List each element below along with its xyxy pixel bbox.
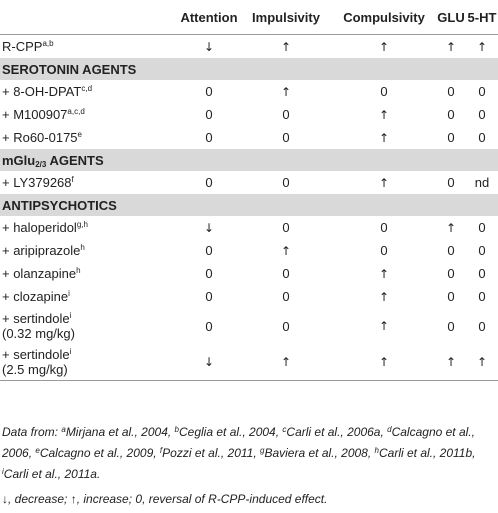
cell-glu: 0 [447,107,455,122]
cell-impulsivity: ↑ [280,39,292,54]
header-5ht: 5-HT [466,0,498,35]
cell-compulsivity: ↑ [378,39,390,54]
cell-glu: 0 [447,289,455,304]
cell-attention: 0 [205,318,213,334]
table-row [0,344,498,381]
cell-glu: 0 [447,266,455,281]
cell-attention: 0 [205,84,213,99]
table-row [0,216,498,239]
cell-glu: 0 [447,175,455,190]
row-name: + sertindole$^i$ (2.5 mg/kg) [0,344,178,381]
table-row [0,103,498,126]
footnote-references: Data from: $^a$Mirjana et al., 2004, $^b$Ceglia et al., 2004, $^c$Carli et al., 2006a, $^d$Calcagno et al., 2006, $^e$Calcagno et al., 2009, $^f$Pozzi et al., 2011, $^g$Baviera et al., 2008, $^h$Carli et al., 2011b, $^i$Carli et al., 2011a. [2,425,476,481]
cell-compulsivity: ↑ [378,130,390,145]
cell-attention: ↓ [178,344,240,381]
cell-impulsivity: ↑ [280,243,292,258]
cell-compulsivity: ↑ [378,289,390,304]
cell-impulsivity: 0 [282,266,290,281]
cell-compulsivity: 0 [380,243,388,258]
cell-attention: 0 [205,175,213,190]
row-name: R-CPP$^{a,b}$ [2,39,54,54]
cell-attention: 0 [205,243,213,258]
row-name: + $Ro60-0175^e$ [2,130,82,145]
cell-glu: ↑ [445,39,457,54]
row-name: + haloperidol$^{g,h}$ [2,220,88,235]
cell-5ht: 0 [478,266,486,281]
row-name: + olanzapine$^h$ [2,266,81,281]
section-header: ANTIPSYCHOTICS [0,194,498,216]
cell-5ht: 0 [478,107,486,122]
table-row [0,80,498,103]
cell-glu: 0 [447,243,455,258]
cell-attention: 0 [205,266,213,281]
cell-compulsivity: ↑ [332,344,436,381]
header-glu: GLU [436,0,466,35]
cell-5ht: 0 [478,243,486,258]
cell-5ht: ↑ [466,344,498,381]
cell-5ht: 0 [478,289,486,304]
cell-impulsivity: 0 [282,107,290,122]
header-attention: Attention [178,0,240,35]
row-name: + $LY379268^f$ [2,175,74,190]
cell-glu: 0 [447,84,455,99]
cell-5ht: 0 [478,220,486,235]
cell-impulsivity: 0 [282,175,290,190]
cell-compulsivity: ↑ [378,318,390,333]
cell-5ht: 0 [478,130,486,145]
footnote-legend: ↓, decrease; ↑, increase; 0, reversal of R-CPP-induced effect. [2,492,328,506]
table-row [0,239,498,262]
row-name: + sertindole$^i$ (0.32 mg/kg) [2,311,75,341]
cell-5ht: 0 [478,318,486,334]
cell-attention: 0 [205,107,213,122]
cell-glu: ↑ [436,344,466,381]
table-row [0,35,498,59]
section-header: mGlu$_{2/3}$ AGENTS [0,149,498,171]
table-row [0,171,498,194]
cell-impulsivity: 0 [282,130,290,145]
cell-compulsivity: 0 [380,220,388,235]
cell-impulsivity: ↑ [240,344,332,381]
table-footnote [2,422,496,510]
row-name: + 8-OH-DPAT$^{c,d}$ [2,84,93,99]
cell-5ht: 0 [478,84,486,99]
cell-attention: ↓ [203,39,215,54]
cell-impulsivity: ↑ [280,84,292,99]
table-row [0,285,498,308]
cell-compulsivity: ↑ [378,175,390,190]
cell-compulsivity: ↑ [378,266,390,281]
cell-attention: ↓ [203,220,215,235]
cell-glu: 0 [447,318,455,334]
header-impulsivity: Impulsivity [240,0,332,35]
header-compulsivity: Compulsivity [332,0,436,35]
cell-compulsivity: 0 [380,84,388,99]
header-row [0,0,498,35]
cell-compulsivity: ↑ [378,107,390,122]
row-name: + $M100907^{a,c,d}$ [2,107,85,122]
section-header: SEROTONIN AGENTS [0,58,498,80]
cell-attention: 0 [205,289,213,304]
cell-attention: 0 [205,130,213,145]
table-row [0,126,498,149]
row-name: + aripiprazole$^h$ [2,243,85,258]
cell-5ht: ↑ [476,39,488,54]
row-name: + clozapine$^i$ [2,289,70,304]
cell-glu: 0 [447,130,455,145]
cell-impulsivity: 0 [282,318,290,334]
table-row [0,308,498,344]
cell-glu: ↑ [445,220,457,235]
table-row [0,262,498,285]
cell-impulsivity: 0 [282,220,290,235]
cell-impulsivity: 0 [282,289,290,304]
cell-5ht: nd [474,175,490,190]
header-empty [0,0,178,35]
